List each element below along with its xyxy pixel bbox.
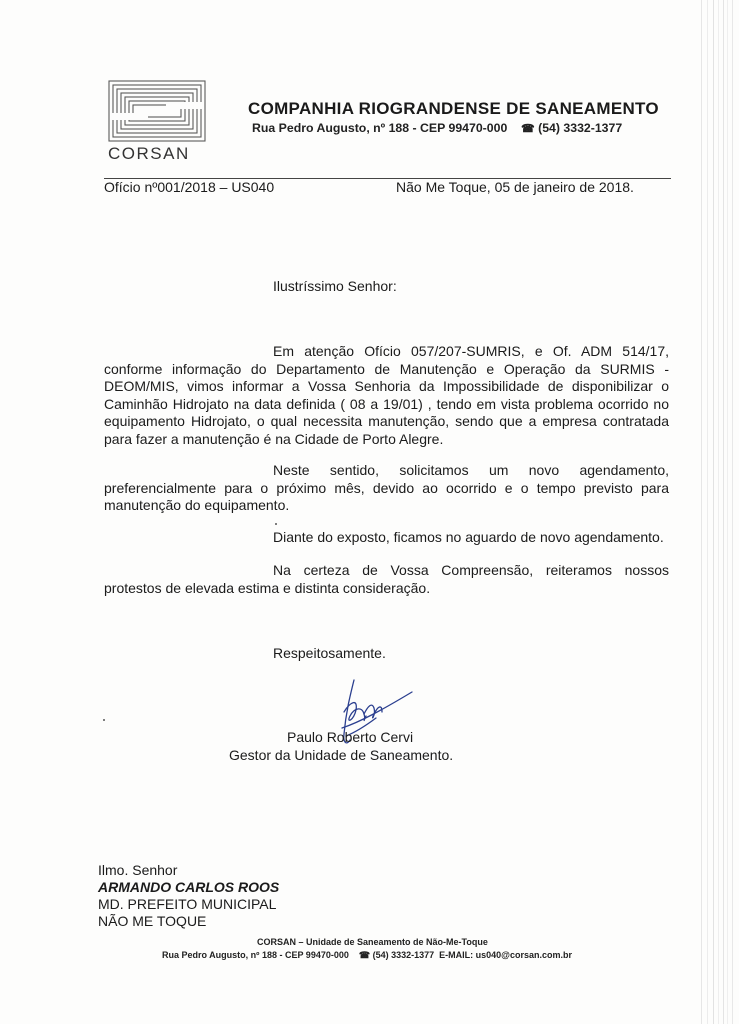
document-date: Não Me Toque, 05 de janeiro de 2018.	[396, 179, 634, 195]
header-street: Rua Pedro Augusto, nº 188 - CEP 99470-000	[252, 121, 508, 135]
signer-name: Paulo Roberto Cervi	[287, 729, 414, 745]
corsan-logo-icon	[108, 80, 206, 142]
body-paragraph: Em atenção Ofício 057/207-SUMRIS, e Of. ADM 514/17, conforme informação do Departamento de Manutenção e Operação da SURMIS - DEOM/MIS, vimos informar a Vossa Senhoria da Impossibilidade de disponibilizar o Caminhão Hidrojato na data definida ( 08 a 19/01) , tendo em vista problema ocorrido no equipamento Hidrojato, o qual necessita manutenção, sendo que a empresa contratada para fazer a manutenção é na Cidade de Porto Alegre.	[104, 343, 669, 447]
telephone-icon: ☎	[358, 950, 371, 960]
footer-contact	[162, 950, 572, 961]
company-name: COMPANHIA RIOGRANDENSE DE SANEAMENTO	[248, 99, 659, 118]
recipient-salutation: Ilmo. Senhor	[98, 862, 178, 878]
recipient-city: NÃO ME TOQUE	[98, 913, 207, 929]
header-phone: (54) 3332-1377	[538, 121, 623, 135]
signer-title: Gestor da Unidade de Saneamento.	[229, 747, 454, 763]
body-paragraph: Diante do exposto, ficamos no aguardo de novo agendamento.	[273, 529, 664, 545]
recipient-name: ARMANDO CARLOS ROOS	[98, 879, 280, 895]
stray-mark	[103, 719, 105, 721]
salutation: Ilustríssimo Senhor:	[273, 278, 397, 294]
footer-address: Rua Pedro Augusto, nº 188 - CEP 99470-000	[162, 950, 349, 960]
body-paragraph: Neste sentido, solicitamos um novo agendamento, preferencialmente para o próximo mês, devido ao ocorrido e o tempo previsto para manutenção do equipamento.	[104, 462, 669, 514]
telephone-icon: ☎	[520, 123, 535, 135]
closing: Respeitosamente.	[273, 645, 386, 661]
stray-mark	[275, 523, 277, 525]
footer-phone: (54) 3332-1377	[372, 950, 435, 960]
footer-unit: CORSAN – Unidade de Saneamento de Não-Me-Toque	[257, 937, 488, 947]
logo-wordmark: CORSAN	[108, 144, 190, 163]
header-address	[252, 121, 622, 135]
recipient-title: MD. PREFEITO MUNICIPAL	[98, 896, 277, 912]
footer-email: E-MAIL: us040@corsan.com.br	[439, 950, 572, 960]
document-reference: Ofício nº001/2018 – US040	[104, 179, 275, 195]
body-paragraph: Na certeza de Vossa Compreensão, reiteramos nossos protestos de elevada estima e distinta consideração.	[104, 562, 669, 596]
